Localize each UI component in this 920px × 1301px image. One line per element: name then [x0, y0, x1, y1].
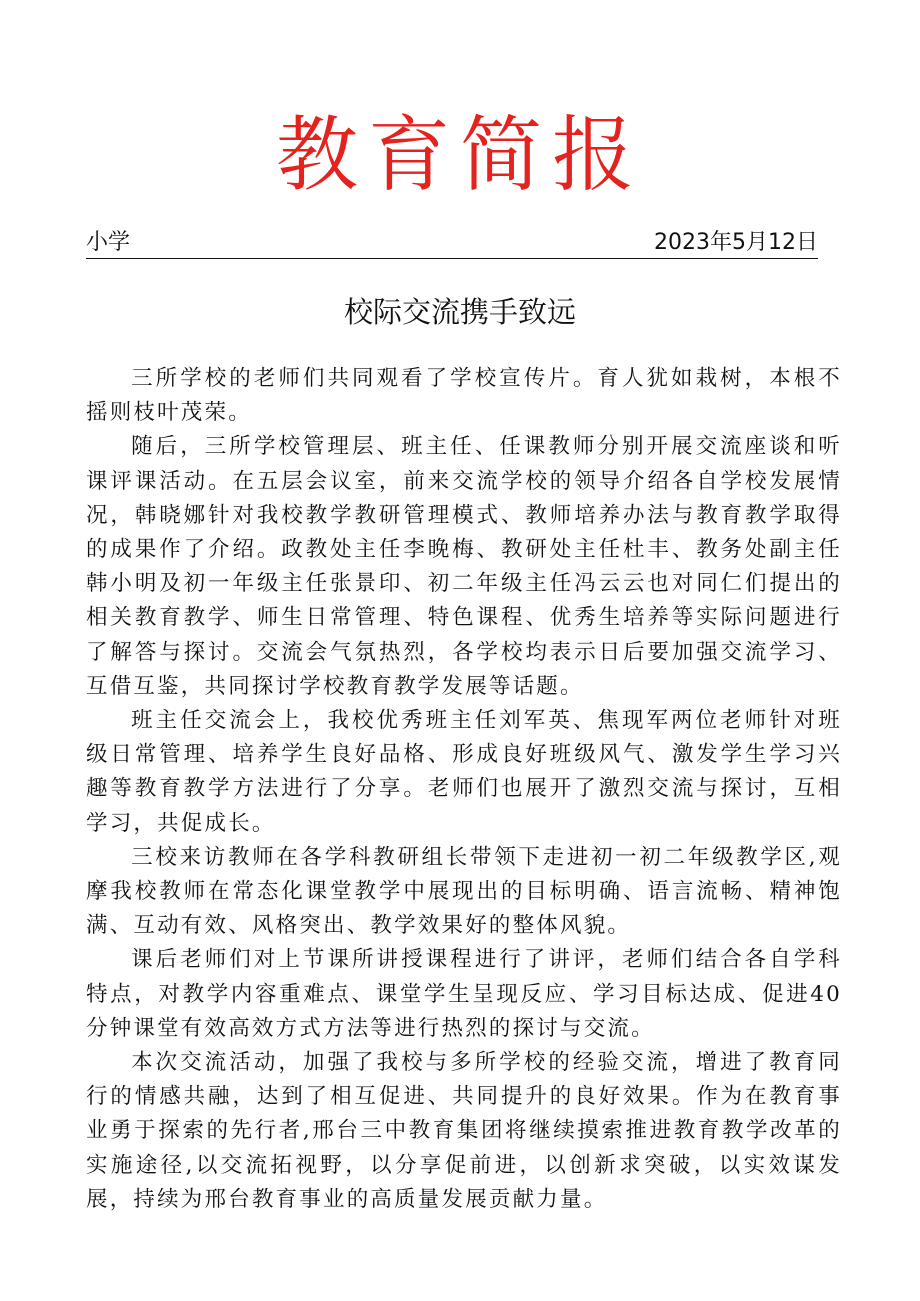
newsletter-masthead-title: 教育简报: [275, 108, 644, 203]
article-headline: 校际交流携手致远: [343, 295, 576, 329]
article-paragraph: 本次交流活动，加强了我校与多所学校的经验交流，增进了教育同行的情感共融，达到了相互促进、共同提升的良好效果。作为在教育事业勇于探索的先行者,邢台三中教育集团将继续摸索推进教育教学改革的实施途径,以交流拓视野，以分享促前进，以创新求突破，以实效谋发展，持续为邢台教育事业的高质量发展贡献力量。: [86, 1050, 842, 1212]
article-paragraph: 三校来访教师在各学科教研组长带领下走进初一初二年级教学区,观摩我校教师在常态化课堂教学中展现出的目标明确、语言流畅、精神饱满、互动有效、风格突出、教学效果好的整体风貌。: [86, 844, 842, 939]
article-paragraph: 班主任交流会上，我校优秀班主任刘军英、焦现军两位老师针对班级日常管理、培养学生良好品格、形成良好班级风气、激发学生学习兴趣等教育教学方法进行了分享。老师们也展开了激烈交流与探讨，互相学习，共促成长。: [86, 708, 842, 836]
article-paragraph: 三所学校的老师们共同观看了学校宣传片。育人犹如栽树，本根不摇则枝叶茂荣。: [86, 366, 842, 426]
article-paragraph: 课后老师们对上节课所讲授课程进行了讲评，老师们结合各自学科特点，对教学内容重难点、课堂学生呈现反应、学习目标达成、促进40分钟课堂有效高效方式方法等进行热烈的探讨与交流。: [86, 947, 842, 1041]
issue-date: 2023年5月12日: [654, 230, 818, 255]
article-body: [86, 362, 842, 1217]
school-name: 小学: [86, 230, 131, 255]
header-meta-row: [86, 228, 818, 259]
article-paragraph: 随后，三所学校管理层、班主任、任课教师分别开展交流座谈和听课评课活动。在五层会议室，前来交流学校的领导介绍各自学校发展情况，韩晓娜针对我校教学教研管理模式、教师培养办法与教育教学取得的成果作了介绍。政教处主任李晚梅、教研处主任杜丰、教务处副主任韩小明及初一年级主任张景印、初二年级主任冯云云也对同仁们提出的相关教育教学、师生日常管理、特色课程、优秀生培养等实际问题进行了解答与探讨。交流会气氛热烈，各学校均表示日后要加强交流学习、互借互鉴，共同探讨学校教育教学发展等话题。: [86, 434, 842, 699]
